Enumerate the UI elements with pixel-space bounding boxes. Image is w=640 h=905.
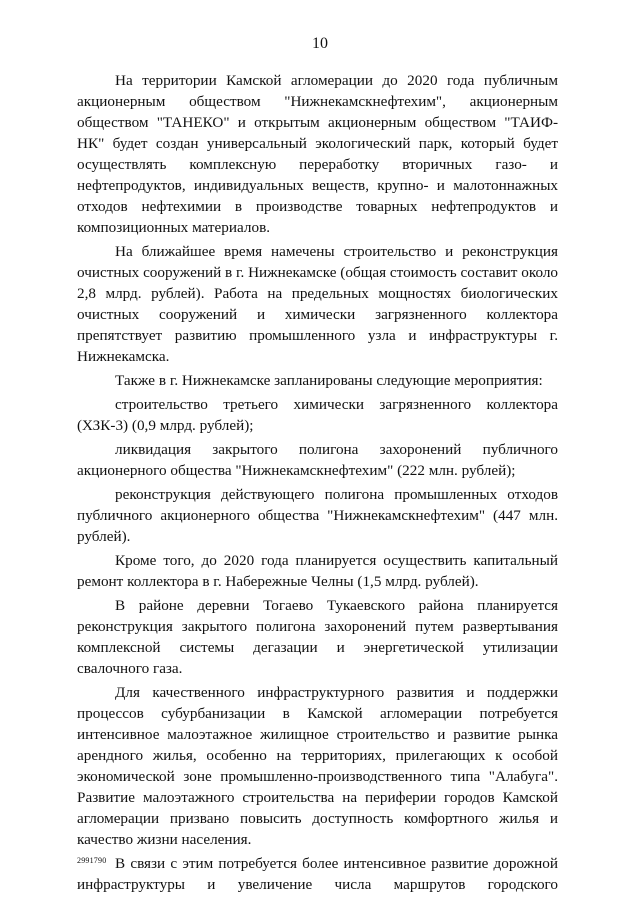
document-body — [77, 70, 558, 895]
paragraph-road-infrastructure: В связи с этим потребуется более интенсивное развитие дорожной инфраструктуры и увеличение числа маршрутов городского — [77, 855, 558, 893]
paragraph-togaevo-landfill: В районе деревни Тогаево Тукаевского района планируется реконструкция закрытого полигона захоронений путем развертывания комплексной системы дегазации и энергетической утилизации свалочного газа. — [77, 597, 558, 677]
list-item-collector-construction: строительство третьего химически загрязненного коллектора (ХЗК-3) (0,9 млрд. рублей); — [77, 396, 558, 434]
paragraph-eco-park: На территории Камской агломерации до 2020 года публичным акционерным обществом "Нижнекамскнефтехим", акционерным обществом "ТАНЕКО" и открытым акционерным обществом "ТАИФ-НК" будет создан универсальный экологический парк, который будет осуществлять комплексную переработку вторичных газо- и нефтепродуктов, индивидуальных веществ, крупно- и малотоннажных отходов нефтехимии в производстве товарных нефтепродуктов и композиционных материалов. — [77, 72, 558, 236]
paragraph-low-rise-housing: Для качественного инфраструктурного развития и поддержки процессов субурбанизации в Камской агломерации потребуется интенсивное малоэтажное жилищное строительство и развитие рынка арендного жилья, особенно на территориях, прилегающих к особой экономической зоне промышленно-производственного типа "Алабуга". Развитие малоэтажного строительства на периферии городов Камской агломерации призвано повысить доступность комфортного жилья и качество жизни населения. — [77, 684, 558, 848]
page-number: 10 — [312, 35, 328, 52]
list-item-landfill-reconstruction: реконструкция действующего полигона промышленных отходов публичного акционерного общества "Нижнекамскнефтехим" (447 млн. рублей). — [77, 486, 558, 545]
paragraph-planned-measures-intro: Также в г. Нижнекамске запланированы следующие мероприятия: — [115, 372, 543, 389]
paragraph-treatment-facilities: На ближайшее время намечены строительство и реконструкция очистных сооружений в г. Нижнекамске (общая стоимость составит около 2,8 млрд. рублей). Работа на предельных мощностях биологических очистных сооружений и химически загрязненного коллектора препятствует развитию промышленного узла и инфраструктуры г. Нижнекамска. — [77, 243, 559, 365]
list-item-landfill-liquidation: ликвидация закрытого полигона захоронений публичного акционерного общества "Нижнекамскнефтехим" (222 млн. рублей); — [77, 441, 558, 479]
document-id: 2991790 — [77, 856, 107, 865]
paragraph-collector-repair: Кроме того, до 2020 года планируется осуществить капитальный ремонт коллектора в г. Набережные Челны (1,5 млрд. рублей). — [77, 552, 558, 590]
